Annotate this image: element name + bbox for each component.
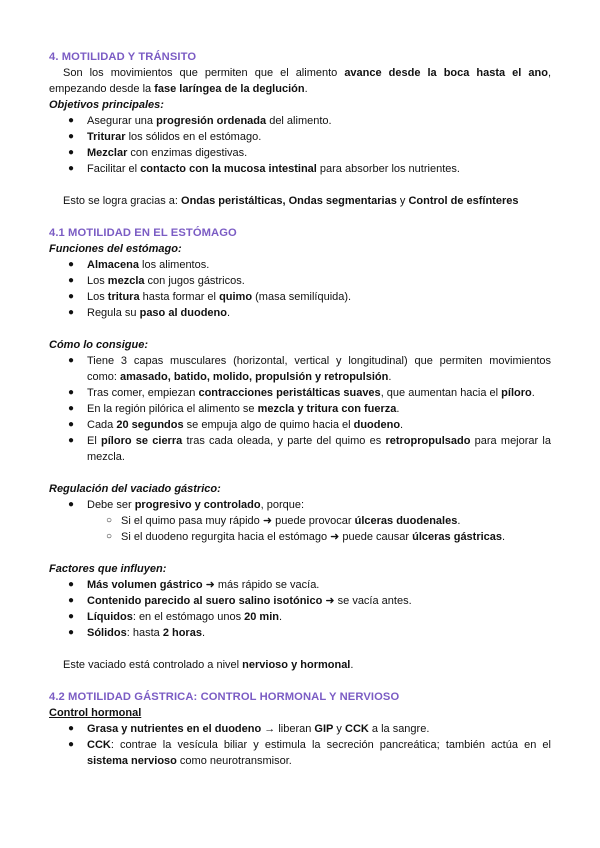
list-item: Contenido parecido al suero salino isotónico ➜ se vacía antes. [87,595,412,607]
bullet-icon: ● [68,611,75,622]
logra-paragraph: Esto se logra gracias a: Ondas peristálticas, Ondas segmentarias y Control de esfínteres [63,195,519,207]
bullet-icon: ● [68,419,75,430]
list-item: Grasa y nutrientes en el duodeno → liberan GIP y CCK a la sangre. [87,723,430,735]
bullet-icon: ● [68,115,75,126]
section-heading-4-1: 4.1 MOTILIDAD EN EL ESTÓMAGO [49,227,237,239]
factores-title: Factores que influyen: [49,563,167,575]
bullet-icon: ● [68,627,75,638]
bullet-icon: ● [68,579,75,590]
hollow-bullet-icon: ○ [106,515,113,526]
bullet-icon: ● [68,355,75,366]
bullet-icon: ● [68,131,75,142]
list-item: Asegurar una progresión ordenada del alimento. [87,115,332,127]
bullet-icon: ● [68,163,75,174]
list-item: Tras comer, empiezan contracciones peristálticas suaves, que aumentan hacia el píloro. [87,387,535,399]
list-item: Líquidos: en el estómago unos 20 min. [87,611,283,623]
list-item: Debe ser progresivo y controlado, porque: [87,499,305,511]
list-item: Mezclar con enzimas digestivas. [87,147,248,159]
control-hormonal-title: Control hormonal [49,707,142,719]
list-item: Triturar los sólidos en el estómago. [87,131,262,143]
list-item: Sólidos: hasta 2 horas. [87,627,206,639]
bullet-icon: ● [68,739,75,750]
intro-line-1: Son los movimientos que permiten que el alimento avance desde la boca hasta el ano, [63,67,552,79]
list-item-line: como: amasado, batido, molido, propulsión y retropulsión. [87,371,392,383]
bullet-icon: ● [68,595,75,606]
list-item-line: El píloro se cierra tras cada oleada, y parte del quimo es retropropulsado para mejorar la [87,435,551,447]
bullet-icon: ● [68,403,75,414]
hollow-bullet-icon: ○ [106,531,113,542]
list-item: Los tritura hasta formar el quimo (masa semilíquida). [87,291,352,303]
objetivos-title: Objetivos principales: [49,99,164,111]
bullet-icon: ● [68,307,75,318]
funciones-title: Funciones del estómago: [49,243,182,255]
bullet-icon: ● [68,275,75,286]
list-item: Más volumen gástrico ➜ más rápido se vacía. [87,579,320,591]
bullet-icon: ● [68,147,75,158]
bullet-icon: ● [68,723,75,734]
bullet-icon: ● [68,499,75,510]
section-heading-4-2: 4.2 MOTILIDAD GÁSTRICA: CONTROL HORMONAL Y NERVIOSO [49,691,400,703]
list-item-line: mezcla. [87,451,125,463]
list-item-line: Tiene 3 capas musculares (horizontal, vertical y longitudinal) que permiten movimientos [87,355,551,367]
list-item: Almacena los alimentos. [87,259,210,271]
sub-list-item: Si el duodeno regurgita hacia el estómago ➜ puede causar úlceras gástricas. [121,531,506,543]
intro-line-2: empezando desde la fase laríngea de la deglución. [49,83,308,95]
bullet-icon: ● [68,387,75,398]
list-item: Los mezcla con jugos gástricos. [87,275,245,287]
list-item: Cada 20 segundos se empuja algo de quimo hacia el duodeno. [87,419,404,431]
bullet-icon: ● [68,291,75,302]
como-title: Cómo lo consigue: [49,339,148,351]
section-heading-4: 4. MOTILIDAD Y TRÁNSITO [49,51,197,63]
list-item: Regula su paso al duodeno. [87,307,231,319]
regulacion-title: Regulación del vaciado gástrico: [49,483,221,495]
list-item-line: CCK: contrae la vesícula biliar y estimula la secreción pancreática; también actúa en el [87,739,551,751]
vaciado-paragraph: Este vaciado está controlado a nivel nervioso y hormonal. [63,659,354,671]
sub-list-item: Si el quimo pasa muy rápido ➜ puede provocar úlceras duodenales. [121,515,461,527]
bullet-icon: ● [68,435,75,446]
list-item: Facilitar el contacto con la mucosa intestinal para absorber los nutrientes. [87,163,460,175]
list-item: En la región pilórica el alimento se mezcla y tritura con fuerza. [87,403,400,415]
list-item-line: sistema nervioso como neurotransmisor. [87,755,292,767]
bullet-icon: ● [68,259,75,270]
